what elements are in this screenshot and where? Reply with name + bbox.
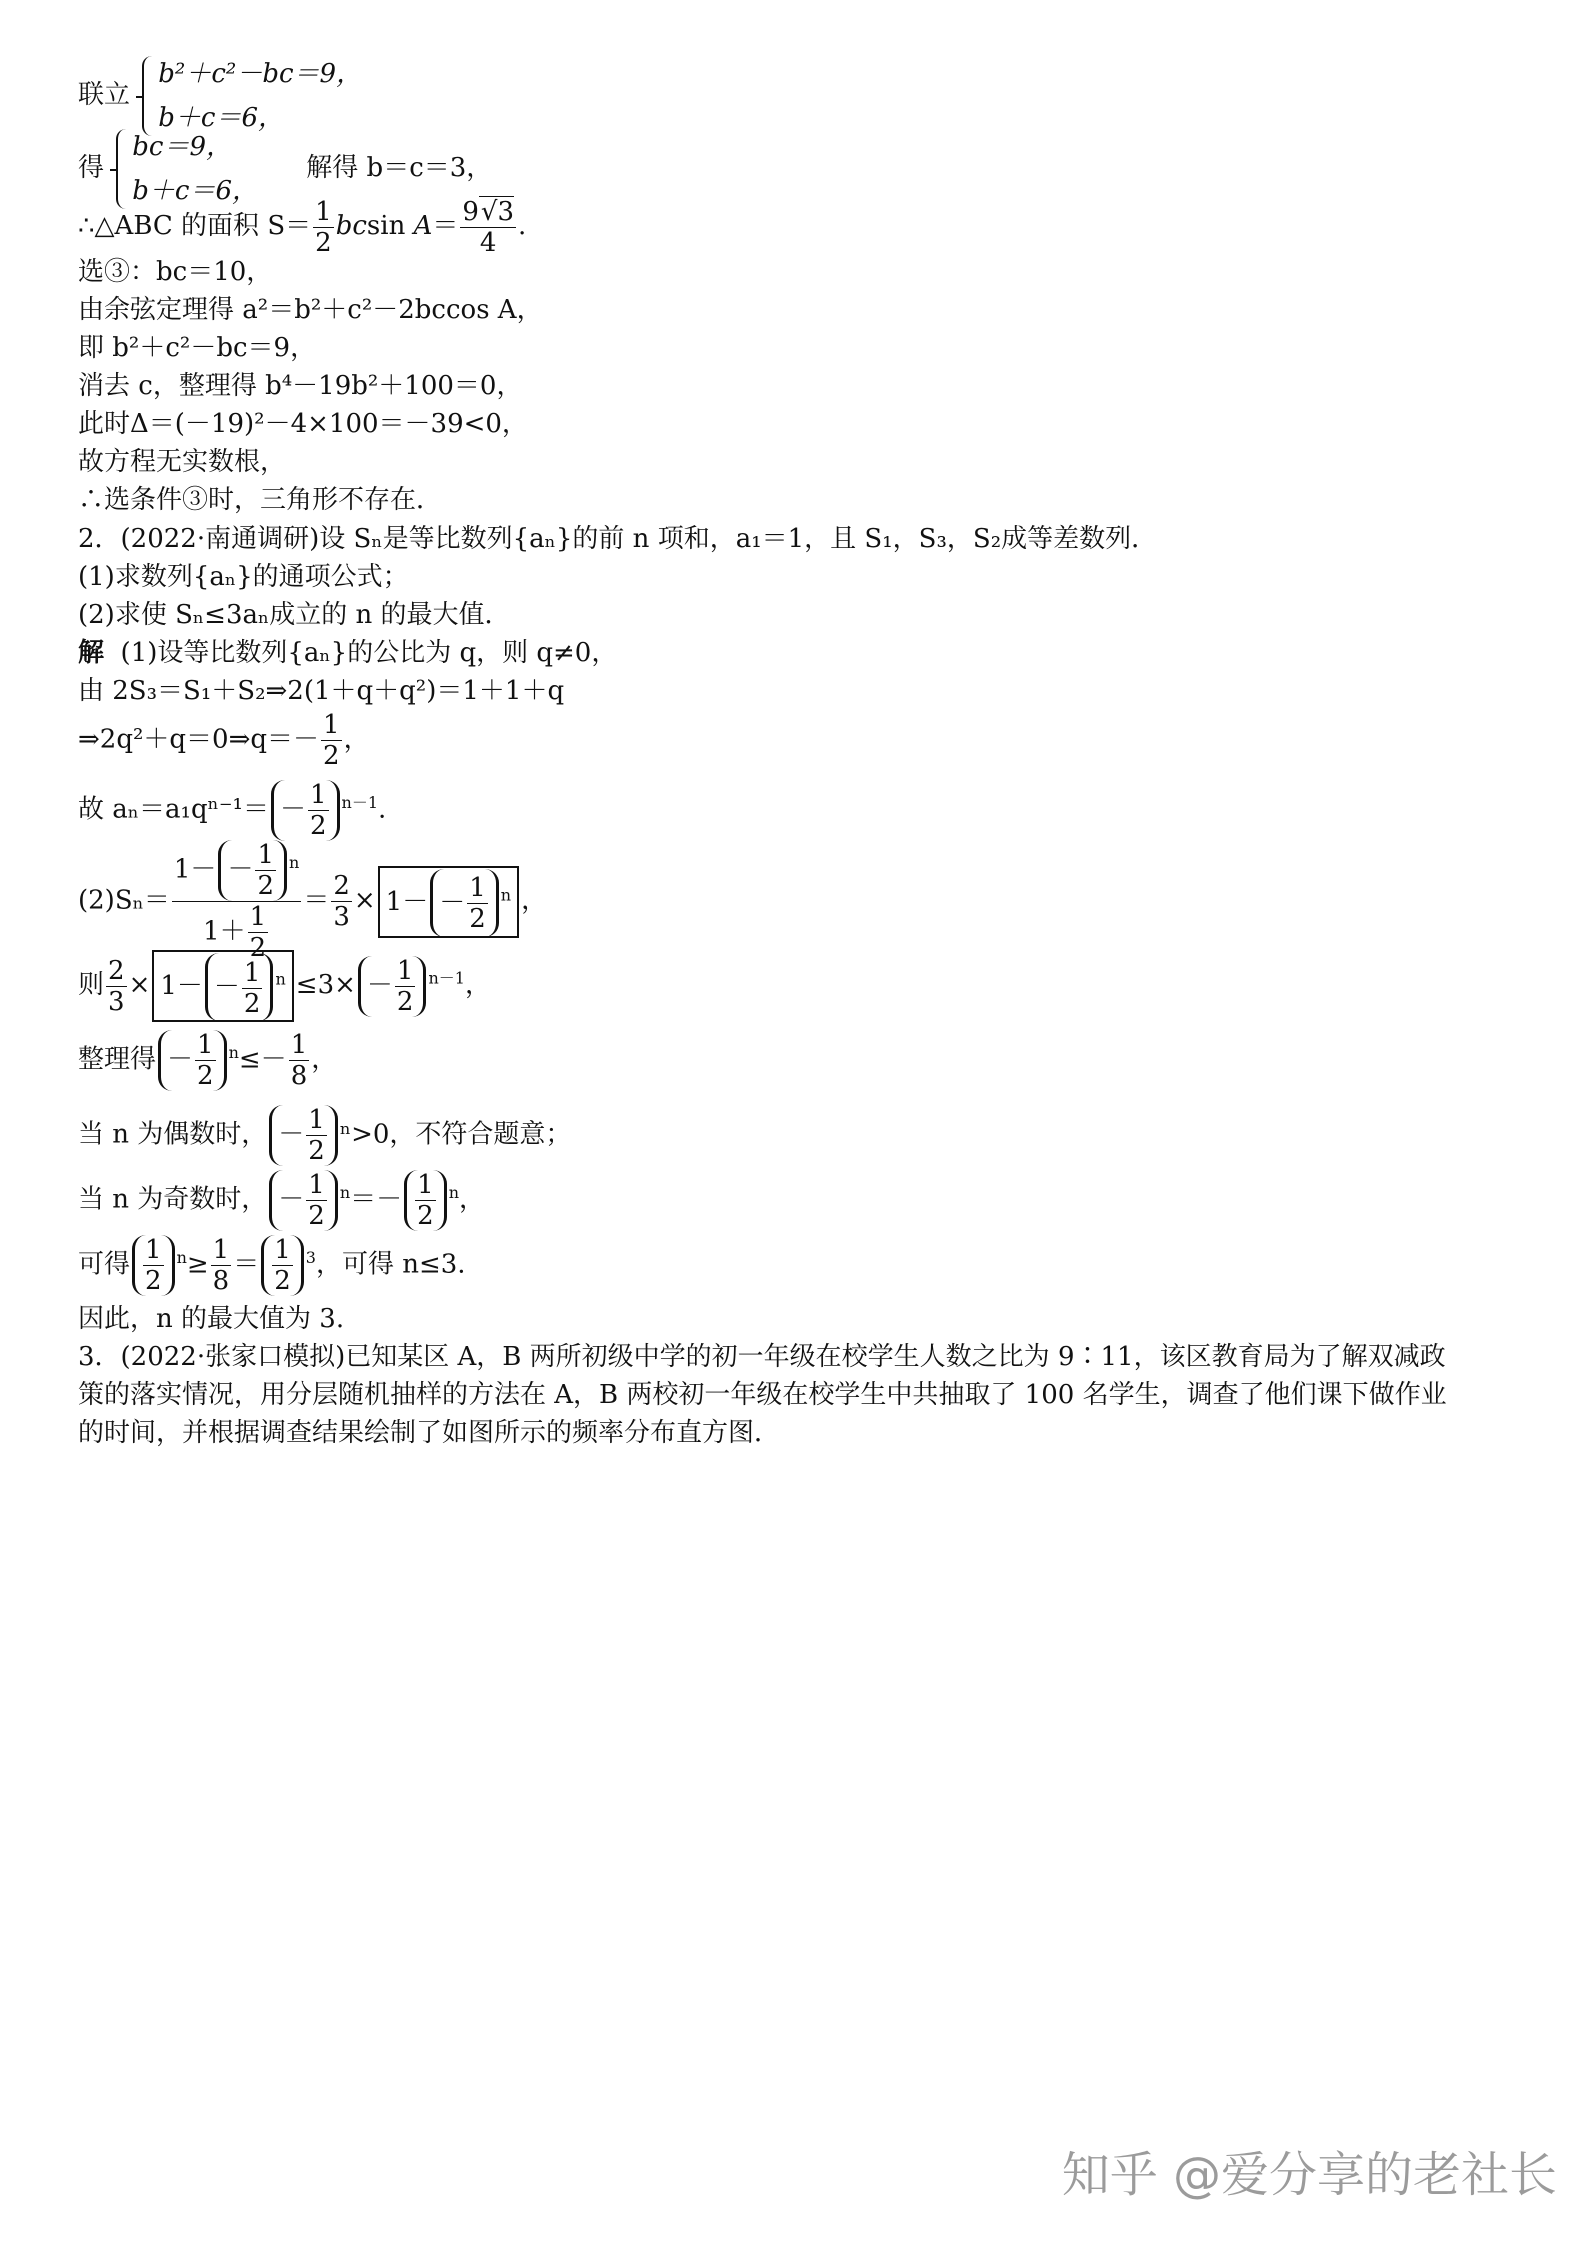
solution-line-11: 因此，n 的最大值为 3. bbox=[78, 1304, 345, 1334]
solution-8-suffix: ⁿ>0，不符合题意； bbox=[339, 1119, 572, 1150]
solution-6-prefix: 则 bbox=[78, 970, 105, 1000]
solution-line-7: 整理得 － $\frac{1}{2}$ $^n$≤－ $\frac{1}{8}$ ， bbox=[78, 1030, 338, 1091]
solution-line-9: 当 n 为奇数时， － $\frac{1}{2}$ $^n$＝－ $\frac{1}{2}$ $^n$， bbox=[78, 1170, 486, 1231]
solution-3-prefix: ⇒2q²＋q＝0⇒q＝－ bbox=[78, 724, 320, 755]
solution-line-3: ⇒2q²＋q＝0⇒q＝－ $\frac{1}{2}$ ， bbox=[78, 710, 370, 771]
system-1-prefix: 联立 bbox=[78, 80, 131, 110]
solution-5-prefix: (2)Sₙ＝ bbox=[78, 885, 170, 916]
watermark: 知乎 @爱分享的老社长 bbox=[1061, 2147, 1557, 2203]
line-discriminant: 此时Δ＝(－19)²－4×100＝－39<0， bbox=[78, 409, 528, 439]
system-2-prefix: 得 bbox=[78, 153, 105, 183]
solution-line-1 bbox=[78, 636, 617, 670]
solution-text-1: (1)设等比数列{aₙ}的公比为 q，则 q≠0， bbox=[120, 638, 618, 668]
question-2: 2．(2022·南通调研)设 Sₙ是等比数列{aₙ}的前 n 项和，a₁＝1，且 S₁，S₃，S₂成等差数列． bbox=[78, 524, 1158, 554]
solution-8-prefix: 当 n 为偶数时， bbox=[78, 1119, 268, 1150]
solution-10-suffix: ，可得 n≤3. bbox=[315, 1249, 466, 1280]
system-2-brace: bc＝9， b＋c＝6， bbox=[116, 125, 258, 213]
system-1-brace: b²＋c²－bc＝9， b＋c＝6， bbox=[142, 52, 362, 140]
line-conclusion: ∴选条件③时，三角形不存在． bbox=[78, 485, 443, 515]
solution-line-4: 故 aₙ＝a₁qⁿ⁻¹＝ － $\frac{1}{2}$ $^{n-1}$. bbox=[78, 780, 387, 841]
solution-7-prefix: 整理得 bbox=[78, 1044, 157, 1075]
line-equivalent: 即 b²＋c²－bc＝9， bbox=[78, 333, 317, 363]
question-2-part-2: (2)求使 Sₙ≤3aₙ成立的 n 的最大值． bbox=[78, 600, 511, 630]
solution-line-10: 可得 $\frac{1}{2}$ $^n$≥ $\frac{1}{8}$ ＝ $\frac{1}{2}$ $^3$，可得 n≤3. bbox=[78, 1235, 466, 1296]
solution-line-5: (2)Sₙ＝ 1－ － $\frac{1}{2}$ $^n$ 1＋ $\frac{1}{2}$ ＝ $\frac{2}{3}$ × 1－ － $\frac{1}{2}$ $^n$ ， bbox=[78, 840, 548, 963]
area-line: ∴△ABC 的面积 S＝ $\frac{1}{2}$ bcsin A＝ $\frac{9√3}{4}$ . bbox=[78, 196, 527, 258]
line-choose-3: 选③：bc＝10， bbox=[78, 257, 273, 287]
line-eliminate-c: 消去 c，整理得 b⁴－19b²＋100＝0， bbox=[78, 371, 523, 401]
solution-line-8: 当 n 为偶数时， － $\frac{1}{2}$ ⁿ>0，不符合题意； bbox=[78, 1105, 572, 1166]
area-prefix: ∴△ABC 的面积 S＝ bbox=[78, 211, 312, 241]
solve-bc: 解得 b＝c＝3， bbox=[306, 153, 493, 183]
line-no-real-roots: 故方程无实数根， bbox=[78, 447, 287, 477]
solution-line-2: 由 2S₃＝S₁＋S₂⇒2(1＋q＋q²)＝1＋1＋q bbox=[78, 676, 565, 706]
question-3-line-1: 3．(2022·张家口模拟)已知某区 A，B 两所初级中学的初一年级在校学生人数之比为 9∶11，该区教育局为了解双减政 bbox=[78, 1342, 1446, 1372]
solution-line-6: 则 $\frac{2}{3}$ × 1－ － $\frac{1}{2}$ $^n$ ≤3× － $\frac{1}{2}$ $^{n-1}$， bbox=[78, 950, 491, 1022]
question-3-line-2: 策的落实情况，用分层随机抽样的方法在 A，B 两校初一年级在校学生中共抽取了 100 名学生，调查了他们课下做作业 bbox=[78, 1380, 1447, 1410]
question-3-line-3: 的时间，并根据调查结果绘制了如图所示的频率分布直方图． bbox=[78, 1418, 781, 1448]
solution-9-prefix: 当 n 为奇数时， bbox=[78, 1184, 268, 1215]
line-cosine-law: 由余弦定理得 a²＝b²＋c²－2bccos A， bbox=[78, 295, 543, 325]
solution-10-prefix: 可得 bbox=[78, 1249, 131, 1280]
solution-4-prefix: 故 aₙ＝a₁qⁿ⁻¹＝ bbox=[78, 794, 269, 825]
question-2-part-1: (1)求数列{aₙ}的通项公式； bbox=[78, 562, 409, 592]
solution-label: 解 bbox=[78, 638, 105, 668]
